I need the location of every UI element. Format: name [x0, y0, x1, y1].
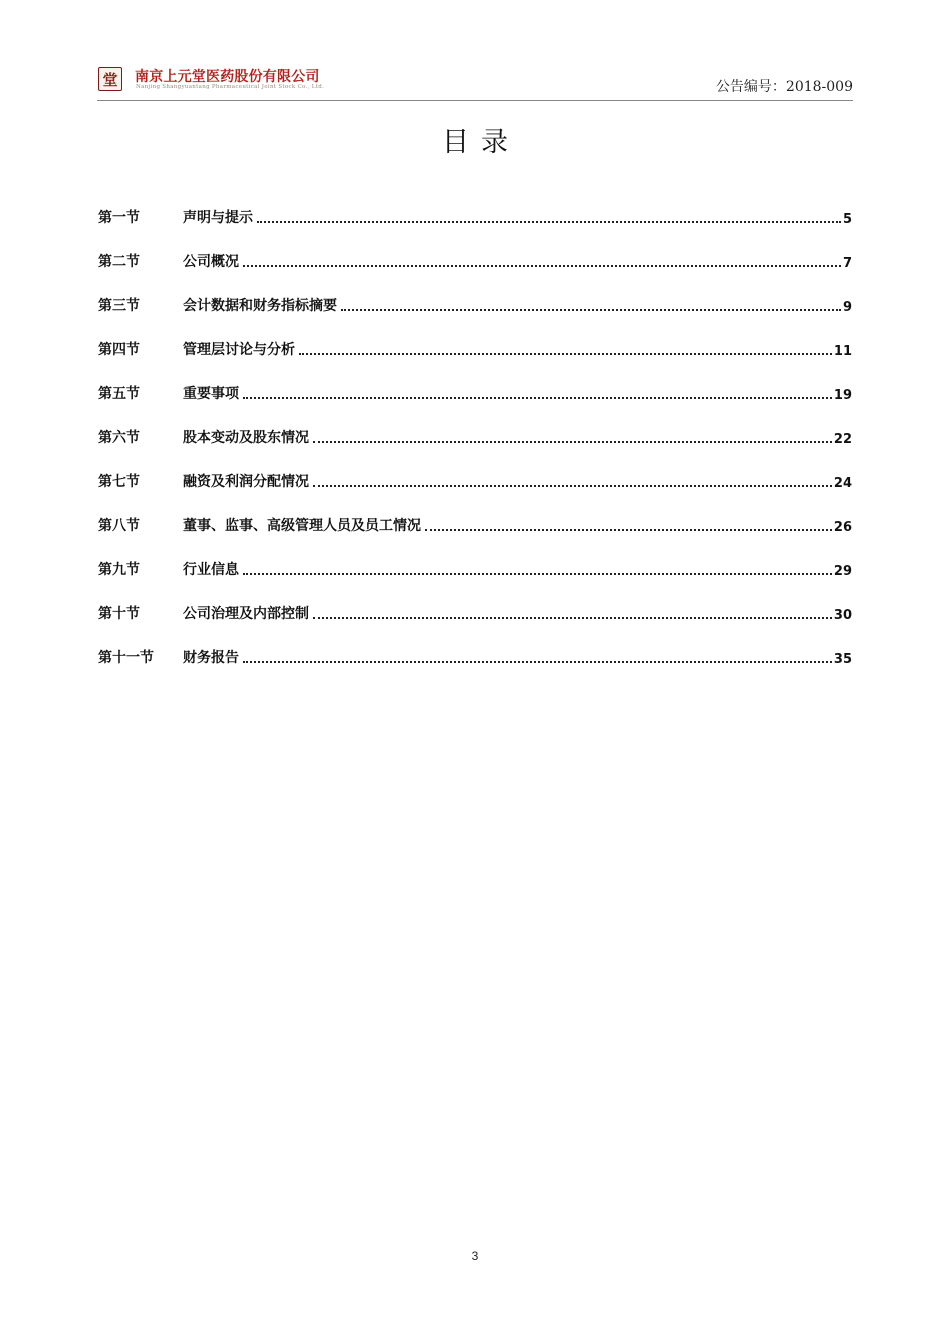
toc-page-number: 9: [842, 300, 852, 315]
toc-dot-leader: [243, 265, 841, 267]
toc-section-number: 第六节: [98, 430, 140, 446]
header-divider: [97, 100, 853, 101]
toc-entry[interactable]: [98, 581, 852, 625]
toc-section-title: 股本变动及股东情况: [183, 430, 309, 446]
toc-entry[interactable]: [98, 229, 852, 273]
toc-entry[interactable]: [98, 361, 852, 405]
toc-dot-leader: [257, 221, 841, 223]
toc-section-title: 公司治理及内部控制: [183, 606, 309, 622]
toc-section-title: 公司概况: [183, 254, 239, 270]
toc-section-title: 董事、监事、高级管理人员及员工情况: [183, 518, 421, 534]
toc-entry[interactable]: [98, 405, 852, 449]
toc-entry[interactable]: [98, 537, 852, 581]
toc-entry[interactable]: [98, 317, 852, 361]
toc-section-title: 行业信息: [183, 562, 239, 578]
page-number: 3: [471, 1249, 479, 1263]
toc-section-number: 第二节: [98, 254, 140, 270]
toc-section-number: 第四节: [98, 342, 140, 358]
toc-entry[interactable]: [98, 449, 852, 493]
toc-page-number: 26: [833, 520, 852, 535]
toc-page-number: 19: [833, 388, 852, 403]
toc-section-title: 管理层讨论与分析: [183, 342, 295, 358]
toc-page-number: 35: [833, 652, 852, 667]
toc-section-title: 声明与提示: [183, 210, 253, 226]
toc-entry[interactable]: [98, 625, 852, 669]
toc-dot-leader: [313, 617, 832, 619]
toc-entry[interactable]: [98, 493, 852, 537]
toc-section-title: 融资及利润分配情况: [183, 474, 309, 490]
toc-section-number: 第一节: [98, 210, 140, 226]
toc-dot-leader: [243, 573, 832, 575]
company-name-english: Nanjing Shangyuantang Pharmaceutical Joint Stock Co., Ltd.: [136, 84, 325, 90]
company-name: 南京上元堂医药股份有限公司: [135, 69, 320, 85]
toc-page-number: 11: [833, 344, 852, 359]
toc-page-number: 24: [833, 476, 852, 491]
toc-dot-leader: [243, 397, 832, 399]
toc-dot-leader: [299, 353, 832, 355]
toc-section-number: 第十节: [98, 606, 140, 622]
toc-section-number: 第五节: [98, 386, 140, 402]
toc-dot-leader: [425, 529, 832, 531]
table-of-contents: [98, 185, 852, 669]
toc-page-number: 7: [842, 256, 852, 271]
toc-dot-leader: [313, 441, 832, 443]
toc-page-number: 22: [833, 432, 852, 447]
toc-section-number: 第七节: [98, 474, 140, 490]
toc-section-number: 第十一节: [98, 650, 154, 666]
toc-section-title: 会计数据和财务指标摘要: [183, 298, 337, 314]
toc-section-number: 第八节: [98, 518, 140, 534]
toc-entry[interactable]: [98, 185, 852, 229]
toc-section-number: 第九节: [98, 562, 140, 578]
company-logo-icon: [98, 67, 122, 91]
toc-title: 目录: [442, 127, 520, 158]
page-header: [0, 0, 950, 110]
toc-entry[interactable]: [98, 273, 852, 317]
toc-section-number: 第三节: [98, 298, 140, 314]
notice-number: 公告编号：2018-009: [715, 79, 853, 95]
toc-section-title: 财务报告: [183, 650, 239, 666]
toc-section-title: 重要事项: [183, 386, 239, 402]
toc-dot-leader: [341, 309, 841, 311]
toc-dot-leader: [243, 661, 832, 663]
toc-page-number: 29: [833, 564, 852, 579]
logo-glyph: 堂: [102, 70, 118, 89]
toc-dot-leader: [313, 485, 832, 487]
toc-page-number: 30: [833, 608, 852, 623]
toc-page-number: 5: [842, 212, 852, 227]
